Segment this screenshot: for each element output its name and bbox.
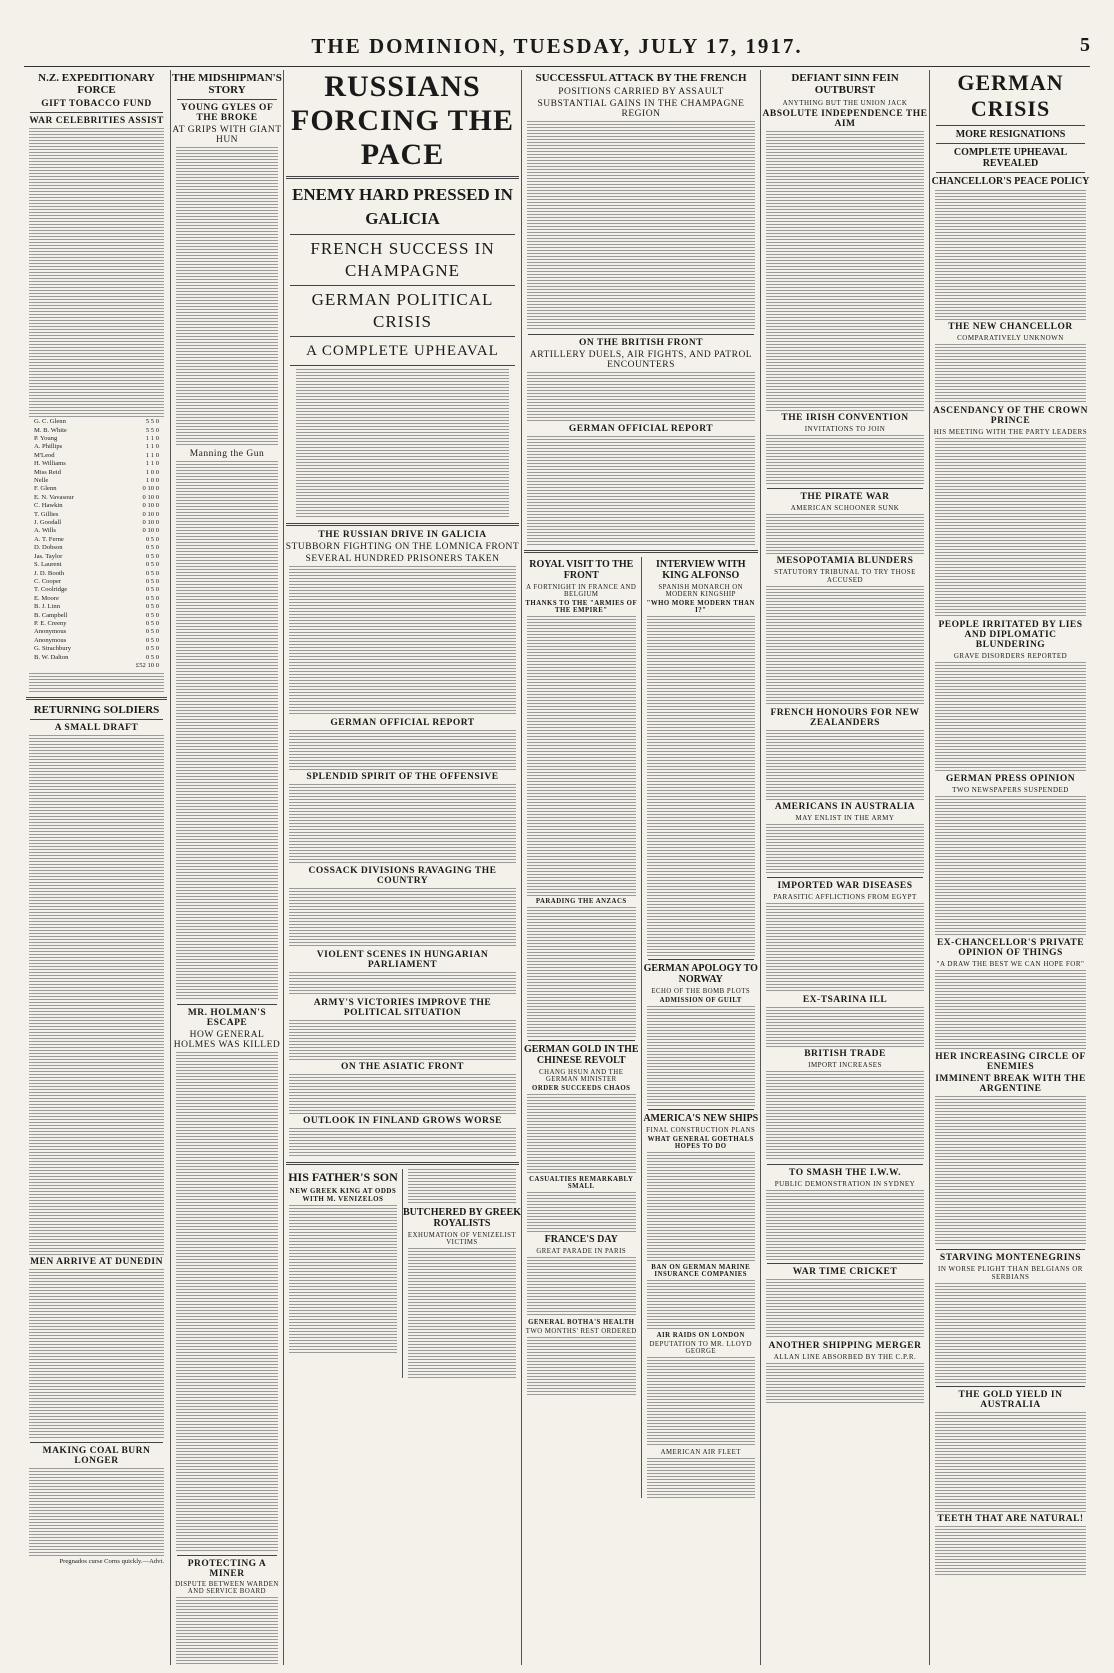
donor-name: J. Goodall	[34, 519, 62, 527]
subhead-unknown: COMPARATIVELY UNKNOWN	[957, 334, 1064, 342]
subhead-positions: POSITIONS CARRIED BY ASSAULT	[558, 87, 724, 98]
subhead-parade: GREAT PARADE IN PARIS	[536, 1248, 627, 1256]
subhead-cricket: WAR TIME CRICKET	[792, 1267, 898, 1278]
subhead-cossack: COSSACK DIVISIONS RAVAGING THE COUNTRY	[308, 866, 497, 886]
subhead-prisoners: SEVERAL HUNDRED PRISONERS TAKEN	[305, 554, 500, 564]
subhead-montenegrins: STARVING MONTENEGRINS	[939, 1253, 1082, 1263]
subhead-holmes: HOW GENERAL HOLMES WAS KILLED	[173, 1030, 281, 1051]
subhead-hungarian: VIOLENT SCENES IN HUNGARIAN PARLIAMENT	[316, 950, 489, 970]
donor-amount: 0 5 0	[145, 552, 159, 560]
donor-amount: 0 5 0	[145, 544, 159, 552]
subhead-suspended: TWO NEWSPAPERS SUSPENDED	[952, 786, 1069, 794]
donor-name: G. C. Glenn	[34, 418, 66, 426]
donor-amount: 0 5 0	[145, 594, 159, 602]
headline-resignations: MORE RESIGNATIONS	[955, 129, 1066, 140]
headline-royal-visit: ROYAL VISIT TO THE FRONT	[529, 559, 634, 582]
donor-row	[34, 628, 159, 636]
donor-name: B. W. Dalton	[34, 653, 69, 661]
donor-name: Nelle	[34, 477, 49, 485]
subhead-air-raids: AIR RAIDS ON LONDON	[656, 1332, 745, 1340]
subhead-schooner: AMERICAN SCHOONER SUNK	[790, 504, 900, 513]
subhead-gains: SUBSTANTIAL GAINS IN THE CHAMPAGNE REGION	[537, 99, 745, 120]
subhead-miner: PROTECTING A MINER	[187, 1559, 267, 1580]
subhead-deputation: DEPUTATION TO MR. LLOYD GEORGE	[649, 1341, 752, 1356]
headline-norway: GERMAN APOLOGY TO NORWAY	[643, 963, 758, 986]
donor-row	[34, 502, 159, 510]
donor-name: A. Wills	[34, 527, 56, 535]
donor-row	[34, 645, 159, 653]
subhead-spirit: SPLENDID SPIRIT OF THE OFFENSIVE	[306, 772, 499, 782]
donor-amount: 0 5 0	[145, 619, 159, 627]
donor-amount: 0 10 0	[142, 510, 159, 518]
headline-fathers-son: HIS FATHER'S SON	[288, 1170, 398, 1184]
subhead-lomnica: STUBBORN FIGHTING ON THE LOMNICA FRONT	[285, 542, 520, 552]
column-3	[283, 70, 521, 1665]
donor-amount: 5 5 0	[145, 418, 159, 426]
donor-row	[34, 435, 159, 443]
subhead-tobacco: GIFT TOBACCO FUND	[41, 99, 152, 110]
subhead-union-jack: ANYTHING BUT THE UNION JACK	[782, 99, 908, 108]
subhead-insurance: BAN ON GERMAN MARINE INSURANCE COMPANIES	[651, 1264, 751, 1279]
subhead-new-chancellor: THE NEW CHANCELLOR	[948, 322, 1073, 332]
donor-row	[34, 620, 159, 628]
donor-row	[34, 536, 159, 544]
donor-row	[34, 586, 159, 594]
subhead-asiatic: ON THE ASIATIC FRONT	[341, 1062, 464, 1072]
column-4	[521, 70, 760, 1665]
subhead-imports: IMPORT INCREASES	[808, 1061, 882, 1070]
headline-peace-policy: CHANCELLOR'S PEACE POLICY	[931, 176, 1090, 187]
donor-row	[34, 494, 159, 502]
subhead-guilt: ADMISSION OF GUILT	[659, 997, 742, 1005]
subhead-german-report-2: GERMAN OFFICIAL REPORT	[568, 424, 714, 435]
donor-row	[34, 612, 159, 620]
donor-name: Jas. Taylor	[34, 552, 63, 560]
subhead-modern: "WHO MORE MODERN THAN I?"	[646, 600, 755, 615]
donor-list	[34, 418, 159, 662]
subhead-ex-chancellor: EX-CHANCELLOR'S PRIVATE OPINION OF THINGS	[936, 938, 1085, 958]
subhead-grips: AT GRIPS WITH GIANT HUN	[172, 125, 282, 146]
subhead-convention: THE IRISH CONVENTION	[781, 413, 909, 424]
donor-amount: 1 0 0	[145, 477, 159, 485]
donor-name: Anonymous	[34, 636, 67, 644]
donor-name: M'Leod	[34, 451, 55, 459]
donor-name: M. B. White	[34, 426, 67, 434]
donor-name: P. Young	[34, 435, 58, 442]
donor-amount: 1 1 0	[145, 460, 159, 468]
headline-political-crisis: GERMAN POLITICAL CRISIS	[311, 290, 494, 331]
subhead-coal: MAKING COAL BURN LONGER	[42, 1446, 151, 1467]
donor-row	[34, 595, 159, 603]
donor-amount: 0 10 0	[142, 502, 159, 510]
donor-amount: 0 10 0	[142, 527, 159, 535]
donor-amount: 0 5 0	[145, 611, 159, 619]
subhead-people-irritated: PEOPLE IRRITATED BY LIES AND DIPLOMATIC BLUNDERING	[938, 620, 1083, 650]
donor-amount: 1 0 0	[145, 468, 159, 476]
donor-amount: 0 5 0	[145, 636, 159, 644]
donor-name: E. Moore	[34, 594, 59, 602]
subhead-shipping-merger: ANOTHER SHIPPING MERGER	[768, 1341, 922, 1352]
donor-row	[34, 527, 159, 535]
donor-amount: 0 5 0	[145, 561, 159, 569]
subhead-greek-king: NEW GREEK KING AT ODDS WITH M. VENIZELOS	[289, 1187, 397, 1204]
headline-returning-soldiers: RETURNING SOLDIERS	[33, 704, 160, 717]
subhead-bomb-plots: ECHO OF THE BOMB PLOTS	[651, 988, 751, 996]
subhead-enlist: MAY ENLIST IN THE ARMY	[795, 814, 895, 823]
headline-nzef: N.Z. EXPEDITIONARY FORCE	[38, 72, 155, 97]
subhead-fortnight: A FORTNIGHT IN FRANCE AND BELGIUM	[526, 584, 637, 599]
subhead-kingship: SPANISH MONARCH ON MODERN KINGSHIP	[658, 584, 744, 599]
donor-name: F. Glenn	[34, 485, 57, 493]
donor-total: £52 10 0	[135, 661, 159, 669]
donor-row	[34, 477, 159, 485]
donor-amount: 1 1 0	[145, 451, 159, 459]
subhead-egypt: PARASITIC AFFLICTIONS FROM EGYPT	[773, 893, 917, 902]
column-6	[929, 70, 1091, 1665]
subhead-british-front: ON THE BRITISH FRONT	[578, 338, 704, 349]
donor-amount: 0 10 0	[142, 493, 159, 501]
subhead-order: ORDER SUCCEEDS CHAOS	[532, 1085, 631, 1093]
donor-row	[34, 460, 159, 468]
donor-amount: 0 5 0	[145, 653, 159, 661]
subhead-press-opinion: GERMAN PRESS OPINION	[945, 774, 1076, 784]
donor-amount: 0 5 0	[145, 645, 159, 653]
advert-tail: Pregnados curse Corns quickly.—Advt.	[59, 1558, 164, 1566]
subhead-army-victories: ARMY'S VICTORIES IMPROVE THE POLITICAL SITUATION	[313, 998, 492, 1018]
donor-row	[34, 485, 159, 493]
subhead-french-honours: FRENCH HONOURS FOR NEW ZEALANDERS	[770, 708, 920, 729]
donor-row	[34, 418, 159, 426]
headline-german-crisis: GERMAN CRISIS	[957, 70, 1064, 121]
subhead-rest: TWO MONTHS' REST ORDERED	[525, 1328, 637, 1336]
donor-row	[34, 578, 159, 586]
masthead	[24, 0, 1090, 67]
donor-row	[34, 570, 159, 578]
donor-amount: 0 5 0	[145, 535, 159, 543]
donor-name: T. Coolridge	[34, 586, 68, 594]
subhead-gold-yield: THE GOLD YIELD IN AUSTRALIA	[958, 1390, 1063, 1410]
subhead-holman: MR. HOLMAN'S ESCAPE	[187, 1008, 267, 1029]
donor-row	[34, 452, 159, 460]
headline-galicia: ENEMY HARD PRESSED IN GALICIA	[292, 185, 513, 228]
donor-amount: 0 10 0	[142, 485, 159, 493]
subhead-celebrities: WAR CELEBRITIES ASSIST	[29, 116, 164, 127]
main-headline: RUSSIANS FORCING THE PACE	[291, 70, 514, 171]
subhead-party-leaders: HIS MEETING WITH THE PARTY LEADERS	[933, 428, 1088, 436]
headline-russian-drive: THE RUSSIAN DRIVE IN GALICIA	[318, 530, 487, 540]
donor-name: J. D. Booth	[34, 569, 65, 577]
donor-name: P. E. Creeny	[34, 619, 67, 627]
subhead-worse-plight: IN WORSE PLIGHT THAN BELGIANS OR SERBIANS	[938, 1265, 1083, 1281]
donor-amount: 1 1 0	[145, 443, 159, 451]
subhead-disorders: GRAVE DISORDERS REPORTED	[953, 652, 1068, 660]
donor-row	[34, 553, 159, 561]
subhead-casualties: CASUALTIES REMARKABLY SMALL	[529, 1176, 634, 1191]
donor-amount: 0 5 0	[145, 569, 159, 577]
subhead-artillery: ARTILLERY DUELS, AIR FIGHTS, AND PATROL ENCOUNTERS	[529, 350, 753, 371]
donor-row	[34, 511, 159, 519]
donor-amount: 0 5 0	[145, 577, 159, 585]
subhead-thanks: THANKS TO THE "ARMIES OF THE EMPIRE"	[525, 600, 638, 615]
subhead-british-trade: BRITISH TRADE	[804, 1049, 886, 1060]
subhead-diseases: IMPORTED WAR DISEASES	[777, 881, 913, 892]
headline-frances-day: FRANCE'S DAY	[544, 1234, 618, 1246]
subhead-pirate-war: THE PIRATE WAR	[800, 492, 890, 503]
subhead-iww: TO SMASH THE I.W.W.	[789, 1168, 901, 1179]
donor-name: D. Dobson	[34, 544, 63, 552]
donor-row	[34, 427, 159, 435]
donor-name: A. Phillips	[34, 443, 63, 451]
headline-champagne: FRENCH SUCCESS IN CHAMPAGNE	[310, 239, 495, 280]
donor-row	[34, 469, 159, 477]
subhead-enemies: HER INCREASING CIRCLE OF ENEMIES	[935, 1052, 1086, 1072]
subhead-german-report: GERMAN OFFICIAL REPORT	[330, 718, 475, 728]
donor-amount: 0 5 0	[145, 628, 159, 636]
article-text	[29, 128, 164, 418]
donor-name: B. Campbell	[34, 611, 68, 619]
donor-amount: 0 5 0	[145, 586, 159, 594]
subhead-air-fleet: AMERICAN AIR FLEET	[660, 1449, 741, 1457]
subhead-finland: OUTLOOK IN FINLAND GROWS WORSE	[302, 1116, 503, 1126]
subhead-demonstration: PUBLIC DEMONSTRATION IN SYDNEY	[774, 1180, 916, 1189]
headline-sinn-fein: DEFIANT SINN FEIN OUTBURST	[791, 72, 899, 97]
subhead-manning: Manning the Gun	[189, 449, 265, 460]
subhead-anzacs: PARADING THE ANZACS	[535, 898, 627, 906]
subhead-small-draft: A SMALL DRAFT	[54, 723, 139, 734]
subhead-invitations: INVITATIONS TO JOIN	[804, 425, 886, 434]
subhead-dunedin: MEN ARRIVE AT DUNEDIN	[30, 1257, 163, 1268]
subhead-tsarina: EX-TSARINA ILL	[802, 995, 888, 1006]
donor-row	[34, 443, 159, 451]
subhead-teeth: TEETH THAT ARE NATURAL!	[937, 1514, 1084, 1524]
headline-german-gold: GERMAN GOLD IN THE CHINESE REVOLT	[523, 1044, 639, 1067]
donor-name: C. Hawkin	[34, 502, 63, 510]
headline-upheaval: A COMPLETE UPHEAVAL	[306, 343, 499, 359]
donor-row	[34, 654, 159, 662]
donor-name: S. Laurent	[34, 561, 62, 569]
subhead-crown-prince: ASCENDANCY OF THE CROWN PRINCE	[933, 406, 1088, 426]
donor-row	[34, 561, 159, 569]
headline-midshipman: THE MIDSHIPMAN'S STORY	[172, 72, 282, 97]
donor-name: A. T. Ferne	[34, 535, 64, 543]
headline-french-attack: SUCCESSFUL ATTACK BY THE FRENCH	[535, 72, 747, 84]
subhead-goethals: WHAT GENERAL GOETHALS HOPES TO DO	[647, 1136, 754, 1151]
subhead-exhumation: EXHUMATION OF VENIZELIST VICTIMS	[407, 1232, 517, 1246]
subhead-argentine: IMMINENT BREAK WITH THE ARGENTINE	[935, 1074, 1086, 1094]
donor-name: H. Williams	[34, 460, 66, 468]
donor-name: Anonymous	[34, 628, 67, 636]
column-1	[24, 70, 169, 1665]
donor-amount: 5 5 0	[145, 426, 159, 434]
donor-name: Miss Reid	[34, 468, 61, 476]
donor-row	[34, 637, 159, 645]
column-2	[170, 70, 283, 1665]
donor-name: G. Strachbury	[34, 645, 71, 653]
donor-name: T. Gillies	[34, 510, 59, 518]
subhead-independence: ABSOLUTE INDEPENDENCE THE AIM	[762, 109, 928, 130]
subhead-allan-line: ALLAN LINE ABSORBED BY THE C.P.R.	[773, 1353, 917, 1362]
column-5	[760, 70, 929, 1665]
newspaper-dateline: THE DOMINION, TUESDAY, JULY 17, 1917.	[311, 34, 803, 58]
subhead-botha: GENERAL BOTHA'S HEALTH	[528, 1319, 635, 1327]
donor-amount: 1 1 0	[145, 435, 159, 442]
donor-row	[34, 544, 159, 552]
donor-row	[34, 603, 159, 611]
subhead-americans: AMERICANS IN AUSTRALIA	[774, 802, 916, 813]
subhead-chang: CHANG HSUN AND THE GERMAN MINISTER	[539, 1069, 624, 1084]
subhead-dispute: DISPUTE BETWEEN WARDEN AND SERVICE BOARD	[175, 1581, 279, 1596]
headline-upheaval-revealed: COMPLETE UPHEAVAL REVEALED	[953, 147, 1068, 169]
subhead-tribunal: STATUTORY TRIBUNAL TO TRY THOSE ACCUSED	[774, 568, 916, 585]
subhead-construction: FINAL CONSTRUCTION PLANS	[646, 1127, 756, 1135]
page-number: 5	[1080, 34, 1090, 56]
donor-amount: 0 10 0	[142, 519, 159, 527]
headline-new-ships: AMERICA'S NEW SHIPS	[643, 1113, 759, 1125]
donor-amount: 0 5 0	[145, 603, 159, 611]
donor-name: B. J. Linn	[34, 603, 61, 611]
subhead-mesopotamia: MESOPOTAMIA BLUNDERS	[776, 556, 914, 567]
subhead-draw: "A DRAW THE BEST WE CAN HOPE FOR"	[936, 960, 1085, 968]
subhead-gyles: YOUNG GYLES OF THE BROKE	[180, 103, 274, 124]
donor-name: C. Cooper	[34, 577, 62, 585]
headline-butchered: BUTCHERED BY GREEK ROYALISTS	[403, 1207, 521, 1229]
donor-name: E. N. Vavasour	[34, 493, 74, 501]
donor-row	[34, 519, 159, 527]
headline-alfonso: INTERVIEW WITH KING ALFONSO	[655, 559, 746, 582]
